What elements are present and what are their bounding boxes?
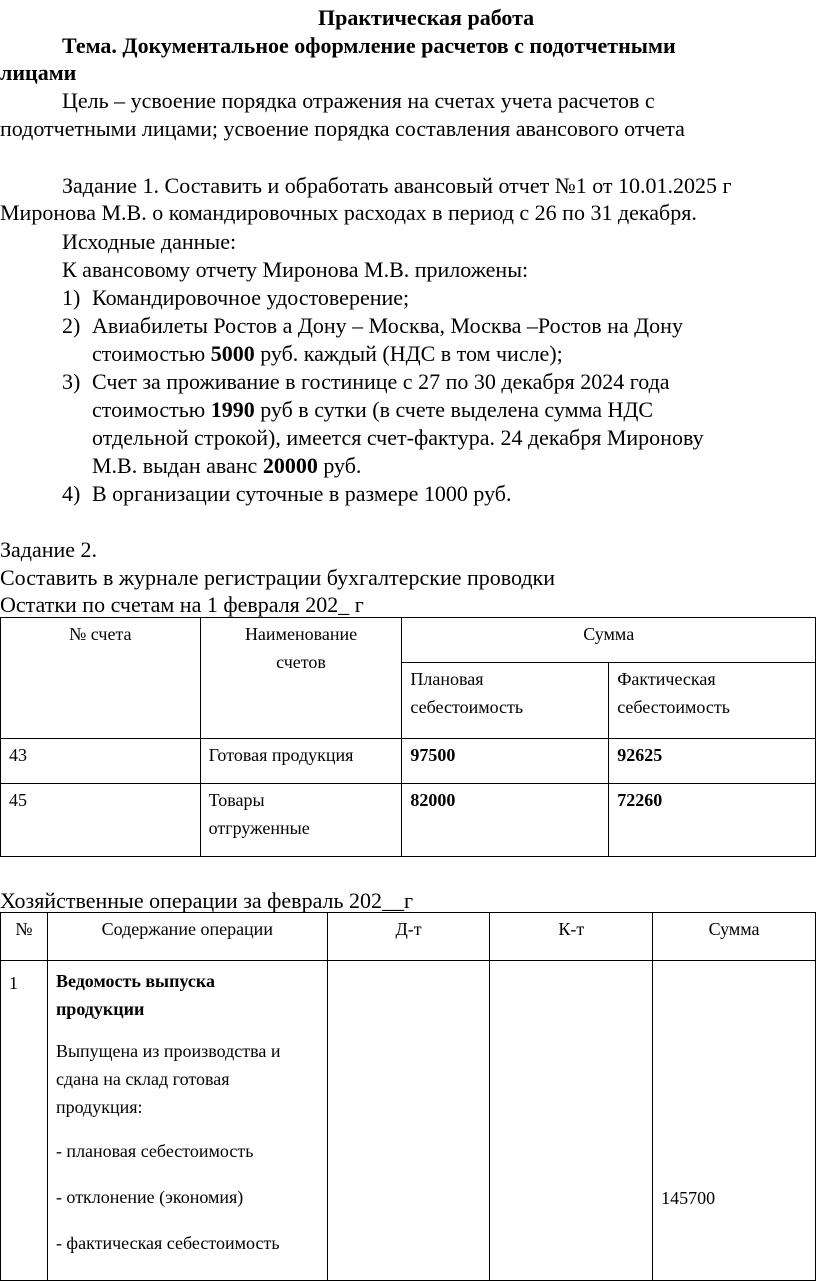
op-deviation: - отклонение (экономия) [55, 1187, 244, 1207]
topic-line-2: лицами [0, 60, 77, 85]
ops-title: Хозяйственные операции за февраль 202__г [0, 888, 414, 913]
header-sum-text: Сумма [708, 919, 760, 939]
text: руб. каждый (НДС в том числе); [254, 341, 563, 366]
op-text-line-1: Выпущена из производства и [55, 1041, 281, 1061]
header-credit-text: К-т [558, 919, 585, 939]
account-value: 43 [9, 745, 27, 765]
name-line-2: отгруженные [208, 818, 310, 838]
header-plan-line-1: Плановая [410, 669, 484, 689]
cell-credit [490, 961, 653, 1281]
header-sum [402, 618, 816, 663]
header-content-text: Содержание операции [101, 919, 273, 939]
cell-plan [402, 784, 609, 857]
list-item-3-line-2 [92, 397, 653, 423]
page-title: Практическая работа [318, 5, 535, 30]
header-fact [609, 663, 816, 739]
cell-fact [609, 739, 816, 784]
cell-debit [327, 961, 490, 1281]
text: стоимостью [92, 341, 211, 366]
task1-line-2: Миронова М.В. о командировочных расходах в период с 26 по 31 декабря. [0, 200, 697, 225]
list-item-1: Командировочное удостоверение; [92, 285, 410, 310]
header-fact-line-1: Фактическая [617, 669, 716, 689]
header-plan-line-2: себестоимость [410, 697, 524, 717]
header-debit-text: Д-т [395, 919, 422, 939]
table-row [1, 784, 816, 857]
header-name [200, 618, 402, 739]
header-credit [490, 913, 653, 961]
topic-line-1: Тема. Документальное оформление расчетов с подотчетными [62, 33, 676, 58]
plan-value: 82000 [410, 790, 456, 810]
cell-sum [653, 961, 816, 1281]
table-row [1, 739, 816, 784]
header-fact-line-2: себестоимость [617, 697, 730, 717]
goal-line-1: Цель – усвоение порядка отражения на счетах учета расчетов с [62, 88, 655, 113]
account-value: 45 [9, 790, 27, 810]
cell-num [1, 961, 48, 1281]
text: стоимостью [92, 397, 211, 422]
op-text-line-3: продукция: [55, 1097, 143, 1117]
header-num [1, 913, 48, 961]
op-heading-line-1: Ведомость выпуска [55, 971, 216, 991]
op-fact-cost: - фактическая себестоимость [55, 1233, 280, 1253]
header-sum-text: Сумма [583, 624, 635, 644]
name-line-1: Товары [208, 790, 265, 810]
name-value: Готовая продукция [208, 745, 354, 765]
cell-account [1, 784, 201, 857]
advance-amount: 20000 [262, 453, 318, 478]
header-account [1, 618, 201, 739]
text: М.В. выдан аванс [92, 453, 263, 478]
price-ticket: 5000 [210, 341, 255, 366]
header-name-line-1: Наименование [244, 624, 358, 644]
list-item-2-line-1: Авиабилеты Ростов а Дону – Москва, Москва –Ростов на Дону [92, 313, 683, 338]
list-item-3-line-4 [92, 453, 361, 479]
list-item-3-num: 3) [62, 369, 81, 394]
goal-line-2: подотчетными лицами; усвоение порядка составления авансового отчета [0, 116, 685, 141]
cell-name [200, 739, 402, 784]
list-item-2-num: 2) [62, 313, 81, 338]
cell-content [47, 961, 327, 1281]
task1-attached: К авансовому отчету Миронова М.В. приложены: [62, 257, 529, 282]
text: руб в сутки (в счете выделена сумма НДС [254, 397, 654, 422]
cell-fact [609, 784, 816, 857]
header-content [47, 913, 327, 961]
fact-value: 72260 [617, 790, 663, 810]
header-plan [402, 663, 609, 739]
header-sum [653, 913, 816, 961]
plan-value: 97500 [410, 745, 456, 765]
list-item-3-line-1: Счет за проживание в гостинице с 27 по 30 декабря 2024 года [92, 369, 670, 394]
list-item-2-line-2 [92, 341, 563, 367]
table-row [1, 961, 816, 1281]
list-item-4-num: 4) [62, 481, 81, 506]
header-debit [327, 913, 490, 961]
row-num: 1 [9, 973, 18, 993]
list-item-3-line-3: отдельной строкой), имеется счет-фактура. 24 декабря Миронову [92, 425, 704, 450]
op-text-line-2: сдана на склад готовая [55, 1069, 230, 1089]
text: руб. [317, 453, 362, 478]
operations-table [0, 912, 816, 1281]
op-plan-cost: - плановая себестоимость [55, 1141, 254, 1161]
sum-fact-value: 145700 [661, 1188, 716, 1208]
fact-value: 92625 [617, 745, 663, 765]
task2-title: Задание 2. [0, 537, 98, 562]
op-heading-line-2: продукции [55, 999, 145, 1019]
header-num-text: № [15, 919, 33, 939]
balances-table [0, 617, 816, 857]
cell-account [1, 739, 201, 784]
header-name-line-2: счетов [276, 652, 326, 672]
cell-name [200, 784, 402, 857]
balances-title: Остатки по счетам на 1 февраля 202_ г [0, 592, 364, 617]
cell-plan [402, 739, 609, 784]
list-item-4: В организации суточные в размере 1000 руб. [92, 481, 512, 506]
task2-desc: Составить в журнале регистрации бухгалтерские проводки [0, 565, 556, 590]
list-item-1-num: 1) [62, 285, 81, 310]
task1-line-1: Задание 1. Составить и обработать авансовый отчет №1 от 10.01.2025 г [62, 173, 732, 198]
task1-initial-data: Исходные данные: [62, 229, 237, 254]
price-hotel: 1990 [210, 397, 255, 422]
header-account-text: № счета [69, 624, 132, 644]
